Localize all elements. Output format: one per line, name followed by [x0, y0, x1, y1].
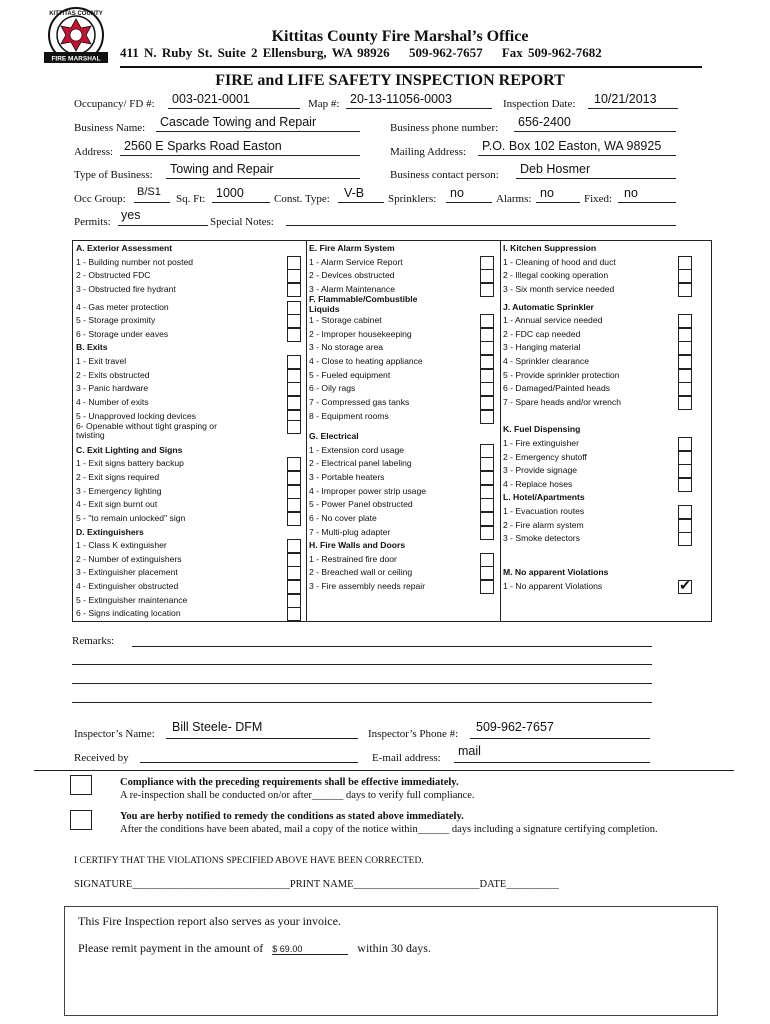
checklist-item: 6 - Damaged/Painted heads	[503, 383, 611, 394]
checklist-checkbox[interactable]	[287, 328, 301, 342]
reinspection-text: A re-inspection shall be conducted on/or after______ days to verify full compliance.	[120, 790, 475, 801]
map-label: Map #:	[308, 98, 340, 110]
sqft-label: Sq. Ft:	[176, 193, 206, 205]
checklist-item: 2 - Obstructed FDC	[76, 270, 151, 281]
checklist-checkbox[interactable]	[678, 382, 692, 396]
invoice-notice: This Fire Inspection report also serves as your invoice.	[78, 914, 341, 928]
checklist-checkbox[interactable]	[678, 532, 692, 546]
logo-text-bottom: FIRE MARSHAL	[51, 55, 101, 63]
certify-statement: I CERTIFY THAT THE VIOLATIONS SPECIFIED ABOVE HAVE BEEN CORRECTED.	[74, 856, 424, 866]
no-violations-checkbox[interactable]: ✔	[679, 579, 691, 595]
inspector-name-underline	[166, 738, 358, 739]
checklist-checkbox[interactable]	[678, 269, 692, 283]
remarks-line[interactable]	[72, 683, 652, 684]
checklist-item: 8 - Equipment rooms	[309, 410, 389, 421]
checklist-item: 6 - Storage under eaves	[76, 328, 169, 339]
checklist-item: 1 - Annual service needed	[503, 315, 603, 326]
checklist-checkbox[interactable]	[480, 410, 494, 424]
checklist-item: 5 - "to remain unlocked" sign	[76, 512, 186, 523]
checklist-checkbox[interactable]	[480, 512, 494, 526]
const-type-field[interactable]: V-B	[344, 186, 365, 200]
map-underline	[346, 108, 492, 109]
mailing-address-underline	[478, 155, 676, 156]
checklist-item: 2 - Exits obstructed	[76, 369, 150, 380]
received-by-label: Received by	[74, 752, 129, 764]
sprinklers-field[interactable]: no	[450, 186, 464, 200]
inspector-phone-underline	[470, 738, 650, 739]
alarms-label: Alarms:	[496, 193, 532, 205]
mailing-address-field[interactable]: P.O. Box 102 Easton, WA 98925	[482, 139, 662, 153]
checklist-item: 2 - FDC cap needed	[503, 328, 581, 339]
checklist-item: 5 - Storage proximity	[76, 315, 156, 326]
checklist-checkbox[interactable]	[287, 566, 301, 580]
mailing-address-label: Mailing Address:	[390, 146, 467, 158]
abatement-text: After the conditions have been abated, mail a copy of the notice within______ days including a signature certifying completion.	[120, 824, 658, 835]
checklist-item: 6 - Oily rags	[309, 383, 356, 394]
checklist-checkbox[interactable]	[678, 464, 692, 478]
inspection-date-underline	[588, 108, 678, 109]
checklist-item: 3 - Smoke detectors	[503, 533, 580, 544]
alarms-underline	[536, 202, 580, 203]
fixed-label: Fixed:	[584, 193, 613, 205]
business-phone-underline	[514, 131, 676, 132]
inspector-name-label: Inspector’s Name:	[74, 728, 155, 740]
compliance-immediate-text	[120, 776, 720, 802]
address-label: Address:	[74, 146, 114, 158]
checklist-checkbox[interactable]	[480, 566, 494, 580]
section-divider	[34, 770, 734, 771]
contact-person-underline	[516, 178, 676, 179]
office-fax: Fax 509-962-7682	[501, 45, 602, 60]
checklist-checkbox[interactable]	[287, 594, 301, 608]
checklist-item: 3 - Provide signage	[503, 465, 578, 476]
permits-field[interactable]: yes	[121, 208, 141, 222]
checklist-checkbox[interactable]	[480, 498, 494, 512]
inspector-name-field[interactable]: Bill Steele- DFM	[172, 720, 263, 734]
checklist-checkbox[interactable]	[480, 283, 494, 297]
contact-person-label: Business contact person:	[390, 169, 499, 181]
checklist-item: 4 - Extinguisher obstructed	[76, 581, 179, 592]
checklist-item: 4 - Improper power strip usage	[309, 485, 427, 496]
permits-label: Permits:	[74, 216, 111, 228]
checklist-item: 5 - Extinguisher maintenance	[76, 594, 188, 605]
address-underline	[120, 155, 360, 156]
checklist-checkbox[interactable]	[287, 539, 301, 553]
remarks-line[interactable]	[72, 702, 652, 703]
checklist-checkbox[interactable]	[287, 553, 301, 567]
checklist-column-1	[73, 241, 306, 621]
checklist-section-heading: H. Fire Walls and Doors	[309, 540, 406, 551]
checklist-item: 1 - Restrained fire door	[309, 553, 397, 564]
checklist-item: 1 - No apparent Violations	[503, 581, 603, 592]
checklist-checkbox[interactable]	[480, 457, 494, 471]
checklist-item: 4 - Replace hoses	[503, 478, 573, 489]
checklist-item: 2 - Electrical panel labeling	[309, 458, 412, 469]
checklist-checkbox[interactable]	[287, 269, 301, 283]
special-notes-field[interactable]	[286, 225, 676, 226]
checklist-checkbox[interactable]	[678, 478, 692, 492]
checklist-checkbox[interactable]	[678, 256, 692, 270]
checklist-checkbox[interactable]	[287, 471, 301, 485]
checklist-item: 2 - Fire alarm system	[503, 519, 584, 530]
address-field[interactable]: 2560 E Sparks Road Easton	[124, 139, 282, 153]
checklist-checkbox[interactable]	[678, 505, 692, 519]
checklist-checkbox[interactable]	[480, 314, 494, 328]
occ-group-field[interactable]: B/S1	[137, 186, 161, 198]
checklist-column-2	[306, 241, 500, 621]
checklist-section-heading: Liquids	[309, 303, 340, 314]
invoice-box	[64, 906, 718, 1016]
payment-suffix: within 30 days.	[357, 941, 431, 955]
sprinklers-label: Sprinklers:	[388, 193, 437, 205]
office-address-line	[120, 45, 616, 61]
checklist-checkbox[interactable]	[287, 485, 301, 499]
inspection-date-label: Inspection Date:	[503, 98, 576, 110]
checklist-section-heading: L. Hotel/Apartments	[503, 492, 585, 503]
email-label: E-mail address:	[372, 752, 441, 764]
checklist-item: 2 - Devices obstructed	[309, 270, 395, 281]
checklist-item: 4 - Number of exits	[76, 397, 149, 408]
checklist-checkbox[interactable]	[678, 396, 692, 410]
checklist-item: 5 - Fueled equipment	[309, 369, 391, 380]
checklist-checkbox[interactable]	[287, 355, 301, 369]
compliance-notify-text	[120, 810, 720, 836]
occupancy-field[interactable]: 003-021-0001	[172, 92, 250, 106]
checklist-section-heading: K. Fuel Dispensing	[503, 424, 581, 435]
payment-prefix: Please remit payment in the amount of	[78, 941, 264, 955]
payment-line	[78, 941, 431, 956]
checklist-checkbox[interactable]	[678, 328, 692, 342]
sqft-underline	[212, 202, 270, 203]
checklist-checkbox[interactable]	[480, 328, 494, 342]
business-phone-label: Business phone number:	[390, 122, 499, 134]
compliance-notify-heading: You are herby notified to remedy the conditions as stated above immediately.	[120, 811, 464, 822]
email-field[interactable]: mail	[458, 744, 481, 758]
checklist-item: 7 - Spare heads and/or wrench	[503, 397, 621, 408]
checklist-item: 2 - Exit signs required	[76, 471, 160, 482]
checklist-item: 3 - No storage area	[309, 342, 384, 353]
fixed-underline	[618, 202, 676, 203]
checklist-item: 1 - Exit travel	[76, 356, 127, 367]
checklist-checkbox[interactable]	[287, 457, 301, 471]
checklist-checkbox[interactable]	[287, 301, 301, 315]
checklist-checkbox[interactable]	[480, 553, 494, 567]
occupancy-label: Occupancy/ FD #:	[74, 98, 155, 110]
checklist-checkbox[interactable]	[480, 256, 494, 270]
checklist-item: 1 - Alarm Service Report	[309, 256, 403, 267]
checklist-item: 2 - Illegal cooking operation	[503, 270, 609, 281]
contact-person-field[interactable]: Deb Hosmer	[520, 162, 591, 176]
checklist-item: 3 - Alarm Maintenance	[309, 283, 395, 294]
checklist-checkbox[interactable]	[480, 471, 494, 485]
checklist-item: 3 - Emergency lighting	[76, 485, 162, 496]
checklist-checkbox[interactable]	[287, 580, 301, 594]
checklist-item: 4 - Sprinkler clearance	[503, 356, 589, 367]
received-by-field[interactable]	[140, 762, 358, 763]
compliance-immediate-heading: Compliance with the preceding requirements shall be effective immediately.	[120, 777, 459, 788]
remarks-line[interactable]	[132, 646, 652, 647]
const-type-underline	[338, 202, 384, 203]
remarks-line[interactable]	[72, 664, 652, 665]
inspector-phone-field[interactable]: 509-962-7657	[476, 720, 554, 734]
checklist-item: 3 - Panic hardware	[76, 383, 149, 394]
checklist-item: 7 - Compressed gas tanks	[309, 397, 410, 408]
checklist-checkbox[interactable]	[678, 519, 692, 533]
checklist-section-heading: D. Extinguishers	[76, 526, 144, 537]
checklist-checkbox[interactable]	[480, 341, 494, 355]
occupancy-underline	[168, 108, 300, 109]
sprinklers-underline	[446, 202, 492, 203]
inspection-checklist	[72, 240, 712, 622]
checklist-item: 2 - Emergency shutoff	[503, 451, 587, 462]
checklist-section-heading: I. Kitchen Suppression	[503, 243, 597, 253]
checklist-checkbox[interactable]	[678, 369, 692, 383]
checklist-item: 4 - Gas meter protection	[76, 301, 169, 312]
checklist-item: 3 - Extinguisher placement	[76, 567, 178, 578]
checklist-item: 6 - Signs indicating location	[76, 608, 181, 619]
compliance-notify-checkbox[interactable]	[70, 810, 92, 830]
checklist-item: 4 - Exit sign burnt out	[76, 499, 158, 510]
business-phone-field[interactable]: 656-2400	[518, 115, 571, 129]
checklist-column-3	[500, 241, 713, 621]
checklist-item: 1 - Exit signs battery backup	[76, 458, 184, 469]
checklist-item: 6 - No cover plate	[309, 512, 377, 523]
checklist-section-heading: B. Exits	[76, 342, 108, 353]
business-name-label: Business Name:	[74, 122, 146, 134]
checklist-section-heading: G. Electrical	[309, 431, 359, 442]
checklist-checkbox[interactable]	[480, 444, 494, 458]
checklist-section-heading: M. No apparent Violations	[503, 567, 609, 578]
checklist-checkbox[interactable]	[480, 485, 494, 499]
checklist-item: 3 - Hanging material	[503, 342, 581, 353]
checklist-item: 1 - Extension cord usage	[309, 444, 405, 455]
occ-group-underline	[134, 202, 170, 203]
compliance-immediate-checkbox[interactable]	[70, 775, 92, 795]
business-type-field[interactable]: Towing and Repair	[170, 162, 274, 176]
checklist-checkbox[interactable]	[287, 396, 301, 410]
checklist-checkbox[interactable]	[480, 269, 494, 283]
checklist-section-heading: E. Fire Alarm System	[309, 243, 395, 253]
checklist-item: 1 - Evacuation routes	[503, 506, 585, 517]
checklist-section-heading: A. Exterior Assessment	[76, 243, 173, 253]
checklist-checkbox[interactable]	[678, 437, 692, 451]
checklist-checkbox[interactable]	[678, 355, 692, 369]
occ-group-label: Occ Group:	[74, 193, 126, 205]
office-name: Kittitas County Fire Marshal’s Office	[271, 28, 529, 45]
business-name-underline	[156, 131, 360, 132]
checklist-checkbox[interactable]	[480, 580, 494, 594]
checklist-checkbox[interactable]	[287, 498, 301, 512]
report-title: FIRE and LIFE SAFETY INSPECTION REPORT	[215, 72, 565, 89]
inspector-phone-label: Inspector’s Phone #:	[368, 728, 459, 740]
inspection-date-field[interactable]: 10/21/2013	[594, 92, 657, 106]
checklist-checkbox[interactable]	[287, 369, 301, 383]
map-field[interactable]: 20-13-11056-0003	[350, 92, 452, 106]
checklist-checkbox[interactable]	[480, 369, 494, 383]
business-name-field[interactable]: Cascade Towing and Repair	[160, 115, 317, 129]
alarms-field[interactable]: no	[540, 186, 554, 200]
permits-underline	[118, 225, 208, 226]
office-address: 411 N. Ruby St. Suite 2 Ellensburg, WA 98926	[120, 45, 390, 60]
checklist-item: 3 - Fire assembly needs repair	[309, 581, 426, 592]
signature-line[interactable]: SIGNATURE______________________________PRINT NAME________________________DATE__________	[74, 879, 559, 890]
checklist-checkbox[interactable]	[678, 283, 692, 297]
checklist-item: 1 - Storage cabinet	[309, 315, 382, 326]
checklist-checkbox[interactable]	[287, 420, 301, 434]
payment-amount[interactable]: $ 69.00	[272, 944, 348, 955]
checklist-item: 6- Openable without tight grasping or	[76, 420, 217, 431]
checklist-item: 1 - Class K extinguisher	[76, 540, 167, 551]
business-type-underline	[166, 178, 360, 179]
checklist-checkbox[interactable]	[287, 283, 301, 297]
checklist-section-heading: J. Automatic Sprinkler	[503, 301, 594, 312]
checklist-item: 7 - Multi-plug adapter	[309, 526, 391, 537]
checklist-item: 3 - Portable heaters	[309, 471, 385, 482]
checklist-checkbox[interactable]	[480, 355, 494, 369]
checklist-item: 4 - Close to heating appliance	[309, 356, 423, 367]
checklist-section-heading: C. Exit Lighting and Signs	[76, 444, 183, 455]
checklist-item: 3 - Obstructed fire hydrant	[76, 283, 176, 294]
checklist-checkbox[interactable]	[287, 607, 301, 621]
checklist-checkbox[interactable]	[287, 256, 301, 270]
checklist-item: 1 - Building number not posted	[76, 256, 194, 267]
checklist-item: twisting	[76, 429, 105, 440]
sqft-field[interactable]: 1000	[216, 186, 244, 200]
const-type-label: Const. Type:	[274, 193, 330, 205]
checklist-section-heading: F. Flammable/Combustible	[309, 294, 418, 305]
office-phone: 509-962-7657	[408, 45, 483, 60]
fixed-field[interactable]: no	[624, 186, 638, 200]
checklist-item: 5 - Provide sprinkler protection	[503, 369, 620, 380]
remarks-label: Remarks:	[72, 635, 115, 647]
checklist-item: 1 - Fire extinguisher	[503, 437, 579, 448]
header-divider	[120, 66, 702, 68]
email-underline	[454, 762, 650, 763]
checklist-checkbox[interactable]	[678, 451, 692, 465]
logo-text-top: KITTITAS COUNTY	[49, 11, 103, 17]
checklist-checkbox[interactable]	[287, 314, 301, 328]
checklist-item: 1 - Cleaning of hood and duct	[503, 256, 616, 267]
checklist-checkbox[interactable]	[480, 396, 494, 410]
checklist-item: 5 - Unapproved locking devices	[76, 410, 196, 421]
checklist-checkbox[interactable]	[480, 382, 494, 396]
checklist-checkbox[interactable]	[287, 512, 301, 526]
checklist-item: 2 - Breached wall or ceiling	[309, 567, 413, 578]
checklist-item: 2 - Improper housekeeping	[309, 328, 412, 339]
business-type-label: Type of Business:	[74, 169, 153, 181]
checklist-checkbox[interactable]	[678, 314, 692, 328]
special-notes-label: Special Notes:	[210, 216, 274, 228]
checklist-item: 2 - Number of extinguishers	[76, 553, 182, 564]
checklist-checkbox[interactable]	[287, 382, 301, 396]
checklist-item: 3 - Six month service needed	[503, 283, 615, 294]
checklist-checkbox[interactable]	[480, 526, 494, 540]
checklist-checkbox[interactable]	[678, 341, 692, 355]
checklist-item: 5 - Power Panel obstructed	[309, 499, 413, 510]
